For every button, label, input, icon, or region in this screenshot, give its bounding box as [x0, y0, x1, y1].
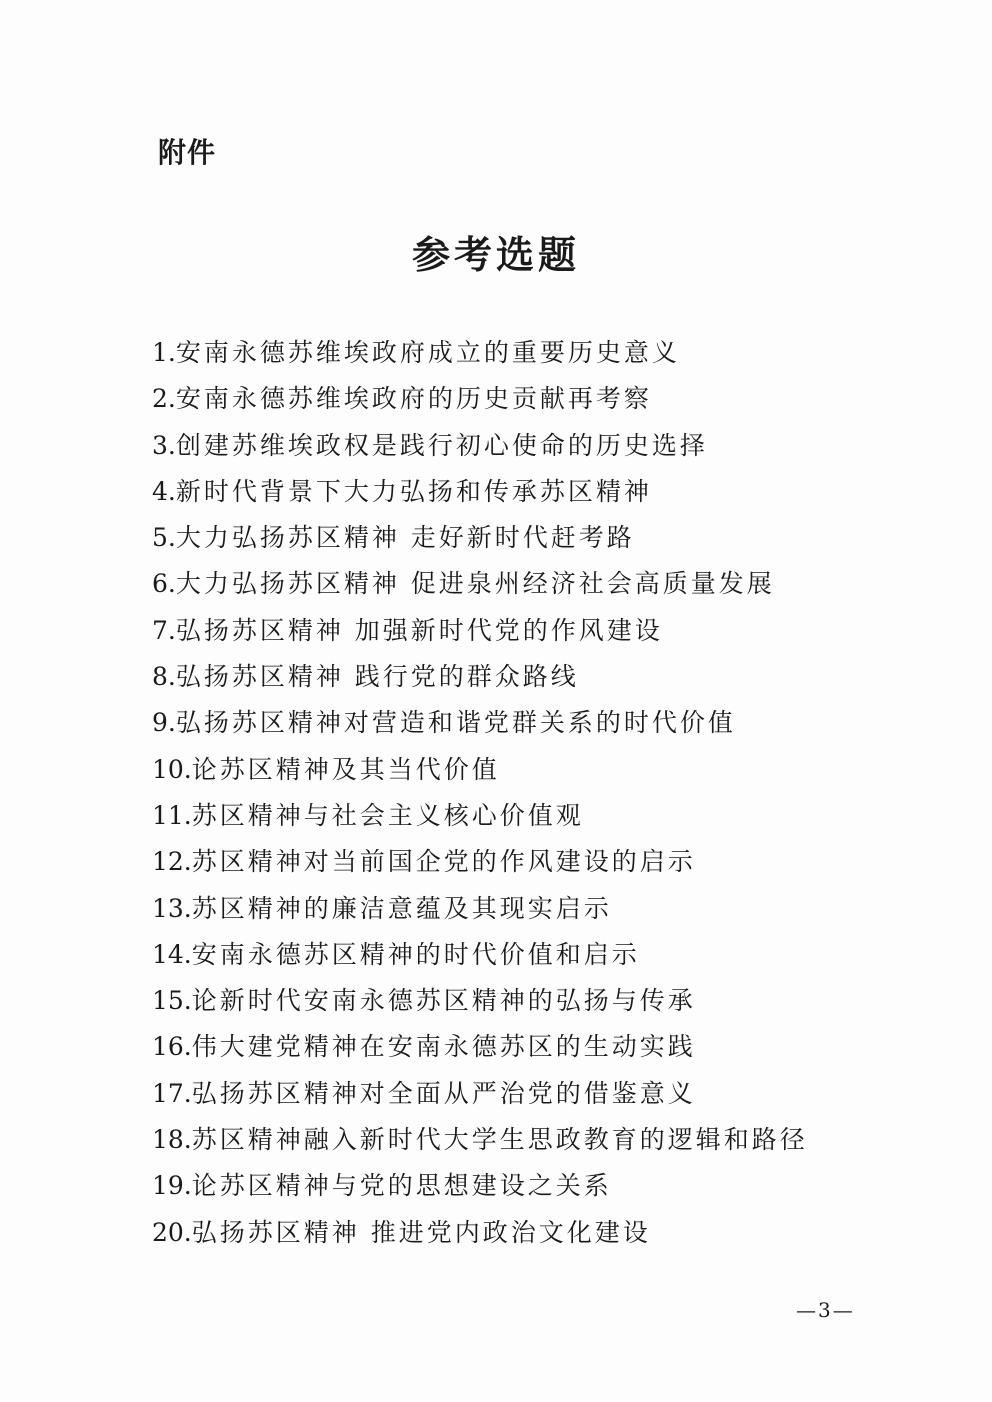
- topic-number: 7.: [152, 615, 176, 645]
- topic-number: 13.: [152, 893, 192, 923]
- topic-item: [152, 376, 808, 422]
- topic-text: 论新时代安南永德苏区精神的弘扬与传承: [191, 986, 696, 1016]
- topic-number: 9.: [152, 708, 176, 738]
- topic-item: [152, 423, 808, 469]
- topic-text: 苏区精神融入新时代大学生思政教育的逻辑和路径: [191, 1125, 808, 1155]
- topic-text: 苏区精神对当前国企党的作风建设的启示: [191, 847, 696, 877]
- topic-number: 10.: [152, 754, 192, 784]
- topic-number: 6.: [152, 569, 176, 599]
- topic-text: 安南永德苏区精神的时代价值和启示: [191, 939, 640, 969]
- page-number: —3—: [796, 1298, 855, 1322]
- topic-number: 1.: [152, 338, 176, 367]
- page-title: 参考选题: [411, 232, 580, 277]
- topic-text: 论苏区精神与党的思想建设之关系: [191, 1171, 612, 1201]
- topic-text: 大力弘扬苏区精神 促进泉州经济社会高质量发展: [175, 569, 775, 599]
- topic-item: [152, 561, 808, 607]
- topic-item: [152, 515, 808, 561]
- topic-item: [152, 1163, 808, 1209]
- topic-text: 新时代背景下大力弘扬和传承苏区精神: [175, 476, 652, 506]
- topic-number: 12.: [152, 847, 192, 877]
- topic-text: 弘扬苏区精神 加强新时代党的作风建设: [175, 615, 663, 645]
- topic-text: 苏区精神的廉洁意蕴及其现实启示: [191, 893, 612, 923]
- topic-item: [152, 1210, 808, 1256]
- topic-number: 8.: [152, 662, 176, 692]
- topic-text: 创建苏维埃政权是践行初心使命的历史选择: [175, 430, 708, 460]
- topic-item: [152, 608, 808, 654]
- topic-number: 4.: [152, 476, 176, 506]
- topic-item: [152, 1024, 808, 1070]
- topic-item: [152, 839, 808, 885]
- topic-number: 14.: [152, 939, 192, 969]
- topic-number: 19.: [152, 1171, 192, 1201]
- topic-number: 15.: [152, 986, 192, 1016]
- topic-item: [152, 886, 808, 932]
- topic-text: 苏区精神与社会主义核心价值观: [191, 800, 584, 830]
- topic-number: 3.: [152, 430, 176, 460]
- topic-number: 18.: [152, 1125, 192, 1155]
- topic-number: 16.: [152, 1032, 192, 1062]
- topic-number: 11.: [152, 800, 192, 830]
- attachment-label: 附件: [158, 136, 217, 169]
- topic-item: [152, 469, 808, 515]
- topic-text: 弘扬苏区精神对全面从严治党的借鉴意义: [191, 1078, 696, 1108]
- topic-item: [152, 978, 808, 1024]
- topic-item: [152, 793, 808, 839]
- topic-item: [152, 330, 808, 376]
- topic-text: 伟大建党精神在安南永德苏区的生动实践: [191, 1032, 696, 1062]
- topic-text: 安南永德苏维埃政府的历史贡献再考察: [175, 384, 652, 414]
- topic-number: 17.: [152, 1078, 192, 1108]
- topic-text: 弘扬苏区精神对营造和谐党群关系的时代价值: [175, 708, 736, 738]
- topic-text: 弘扬苏区精神 践行党的群众路线: [175, 662, 579, 692]
- topic-item: [152, 932, 808, 978]
- topic-text: 大力弘扬苏区精神 走好新时代赶考路: [175, 523, 635, 553]
- topic-item: [152, 700, 808, 746]
- topic-item: [152, 1117, 808, 1163]
- topic-number: 5.: [152, 523, 176, 553]
- topic-text: 论苏区精神及其当代价值: [191, 754, 500, 784]
- topic-item: [152, 1071, 808, 1117]
- topic-text: 弘扬苏区精神 推进党内政治文化建设: [191, 1217, 651, 1247]
- topic-text: 安南永德苏维埃政府成立的重要历史意义: [175, 338, 680, 367]
- topic-number: 20.: [152, 1217, 192, 1247]
- topic-item: [152, 654, 808, 700]
- topic-item: [152, 747, 808, 793]
- topic-list: [152, 330, 808, 1256]
- topic-number: 2.: [152, 384, 176, 414]
